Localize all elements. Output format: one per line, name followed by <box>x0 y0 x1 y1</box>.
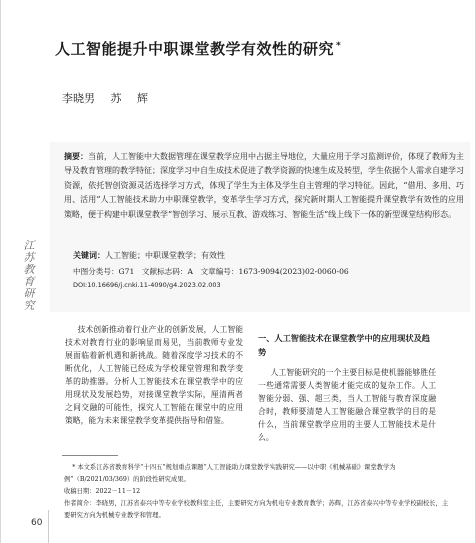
keywords-label: 关键词： <box>73 250 105 260</box>
footnote-received: 收稿日期：2022－11－12 <box>64 488 141 495</box>
article-authors: 李晓男 苏 辉 <box>62 92 148 105</box>
abstract-label: 摘要： <box>64 152 88 161</box>
page-number: 60 <box>31 518 43 528</box>
footnote-fund: * 本文系江苏省教育科学“十四五”规划重点课题“人工智能助力课堂教学实践研究——以中职《机械基础》课堂教学为例”（B/2021/03/369）的阶段性研究成果。 <box>64 464 396 483</box>
page-number-rule <box>48 510 49 543</box>
keywords <box>73 250 225 261</box>
body-paragraph-right: 人工智能研究的一个主要目标是使机器能够胜任一些通常需要人类智能才能完成的复杂工作。人工智能分弱、强、超三类，当人工智能与教育深度融合时，教师要清楚人工智能融合课堂教学的目的是什么，当前课堂教学应用的主要人工智能技术是什么。 <box>258 368 436 442</box>
article-title: 人工智能提升中职课堂教学有效性的研究 * <box>55 40 342 58</box>
classification-line: 中图分类号：G71 文献标志码：A 文章编号：1673-9094(2023)02-0060-06 <box>73 267 349 276</box>
abstract <box>64 150 464 222</box>
footnote-divider <box>62 455 118 456</box>
side-char: 研 <box>23 287 35 300</box>
body-paragraph-left: 技术创新推动着行业产业的创新发展，人工智能技术对教育行业的影响显而易见，当前教师专业发展面临着新机遇和新挑战。随着深度学习技术的不断优化，人工智能已经成为学校课堂管理和教学变革的助推器。分析人工智能技术在课堂教学中的应用现状及发展趋势，对接课堂教学实际，厘清两者之间交融的可能性，探究人工智能在课堂中的应用策略，能为未来课堂教学变革提供指导和借鉴。 <box>65 325 243 425</box>
footnote <box>64 462 449 522</box>
footnote-author-info: 作者简介：李晓男，江苏省泰兴中等专业学校教科室主任，主要研究方向为机电专业教育教学；苏辉，江苏省泰兴中等专业学校副校长，主要研究方向为机械专业教学和管理。 <box>64 500 449 519</box>
section-heading: 一、人工智能技术在课堂教学中的应用现状及趋势 <box>258 333 430 357</box>
side-char: 究 <box>23 299 35 312</box>
keywords-text: 人工智能；中职课堂教学；有效性 <box>105 251 225 260</box>
journal-side-label <box>21 240 37 312</box>
side-char: 苏 <box>23 251 35 264</box>
abstract-text: 当前，人工智能中大数据管理在课堂教学应用中占据主导地位，大量应用于学习监测评价，体现了教师为主导及教育管理的教学特征；深度学习中自生成技术促进了教学资源的快速生成及转型，学生依据个人需求自建学习资源，依托智创资源灵活选择学习方式，体现了学生为主体及学生自主管理的学习特征。因此，“借用、多用、巧用、活用”人工智能技术助力中职课堂教学，变革学生学习方式，探究新时期人工智能提升课堂教学有效性的应用策略，便于构建中职课堂教学“智创学习、展示互教、游戏练习、智能生活”线上线下一体的新型课堂结构形态。 <box>64 152 464 219</box>
side-char: 教 <box>23 263 35 276</box>
side-char: 江 <box>23 239 35 252</box>
doi: DOI:10.16696/j.cnki.11-4090/g4.2023.02.003 <box>73 281 221 289</box>
title-footnote-mark: * <box>336 41 342 51</box>
side-char: 育 <box>23 275 35 288</box>
